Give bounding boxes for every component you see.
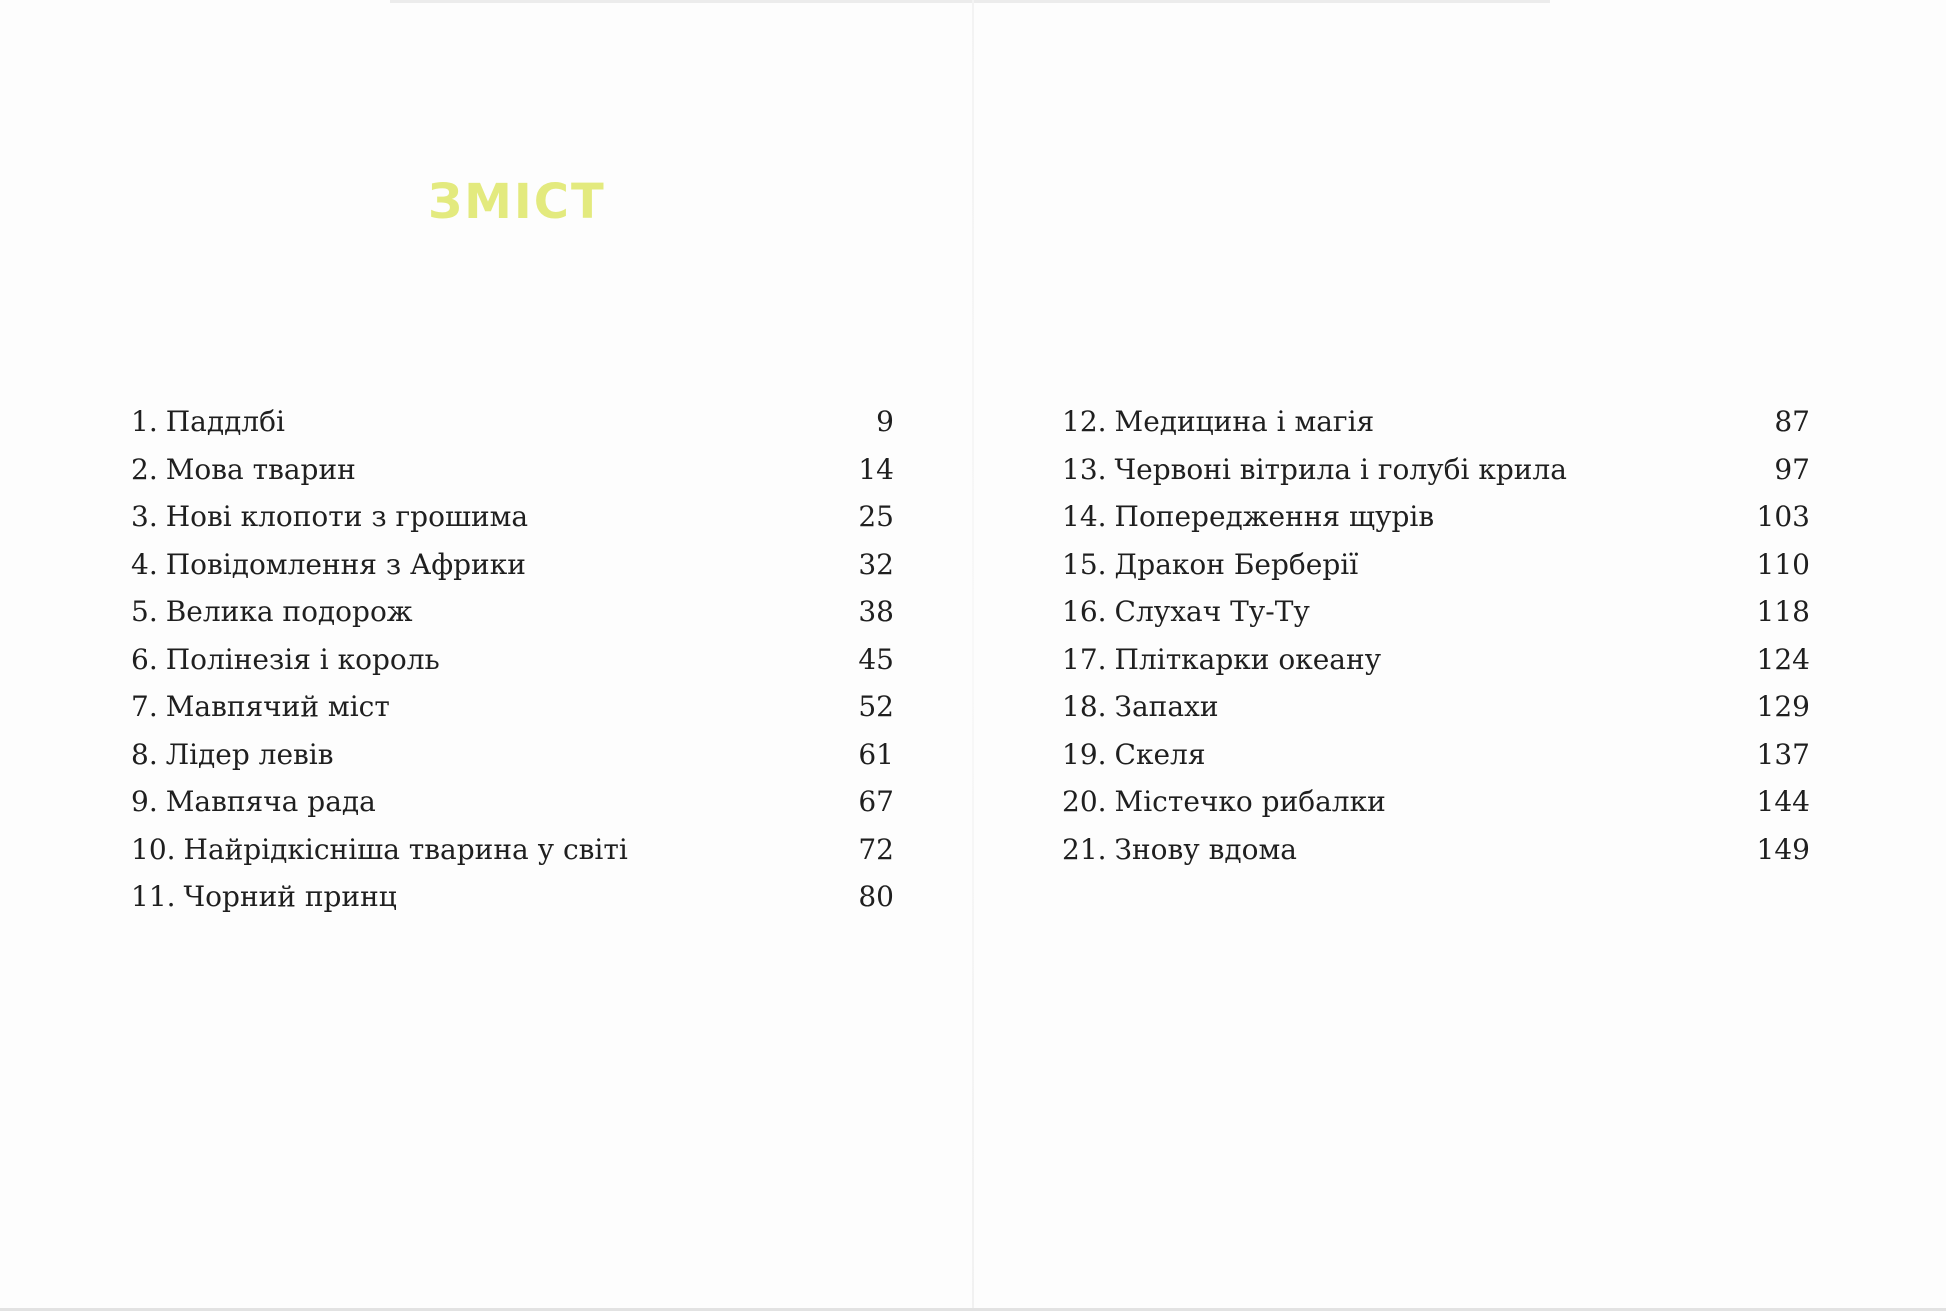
page-number: 129 — [1756, 690, 1810, 723]
toc-entry — [131, 636, 894, 684]
chapter-title: Велика подорож — [165, 595, 413, 628]
page-number: 67 — [858, 785, 894, 818]
toc-entry-label — [131, 636, 440, 684]
toc-entry — [1062, 493, 1810, 541]
page-number: 45 — [858, 642, 894, 676]
toc-entry-label — [1062, 446, 1567, 494]
toc-entry-label — [1062, 493, 1434, 541]
toc-entry-label — [1062, 588, 1310, 636]
chapter-number: 20. — [1062, 785, 1107, 818]
page-number: 87 — [1774, 405, 1810, 438]
chapter-number: 21. — [1062, 832, 1107, 866]
toc-entry — [131, 541, 894, 589]
chapter-title: Чорний принц — [183, 880, 397, 913]
toc-entry-label — [131, 873, 397, 921]
chapter-title: Нові клопоти з грошима — [165, 500, 529, 533]
page-number: 80 — [858, 880, 894, 913]
chapter-title: Слухач Ту-Ту — [1114, 595, 1310, 628]
toc-entry-label — [1062, 731, 1205, 779]
page-title: ЗМІСТ — [428, 174, 606, 230]
chapter-title: Медицина і магія — [1114, 405, 1375, 438]
chapter-title: Червоні вітрила і голубі крила — [1114, 452, 1567, 486]
toc-entry — [1062, 683, 1810, 731]
page-number: 110 — [1756, 547, 1810, 581]
page-number: 118 — [1756, 595, 1810, 628]
toc-left-column — [131, 398, 894, 921]
toc-entry — [131, 398, 894, 446]
toc-entry — [1062, 636, 1810, 684]
chapter-title: Дракон Берберії — [1114, 547, 1359, 581]
page-number: 32 — [858, 547, 894, 581]
toc-entry-label — [131, 588, 413, 636]
toc-entry — [131, 826, 894, 874]
toc-entry — [1062, 731, 1810, 779]
page-number: 72 — [858, 832, 894, 866]
toc-entry — [131, 493, 894, 541]
toc-entry-label — [131, 826, 628, 874]
chapter-number: 18. — [1062, 690, 1107, 723]
page-number: 61 — [858, 737, 894, 771]
toc-entry-label — [131, 683, 390, 731]
toc-entry-label — [1062, 541, 1358, 589]
chapter-number: 17. — [1062, 642, 1107, 676]
toc-entry-label — [131, 446, 356, 494]
page-number: 124 — [1756, 642, 1810, 676]
chapter-number: 5. — [131, 595, 158, 628]
chapter-number: 6. — [131, 642, 158, 676]
toc-right-column — [1062, 398, 1810, 873]
chapter-title: Мавпячий міст — [165, 690, 390, 723]
chapter-number: 2. — [131, 452, 158, 486]
chapter-title: Попередження щурів — [1114, 500, 1435, 533]
toc-entry — [1062, 541, 1810, 589]
chapter-title: Пліткарки океану — [1114, 642, 1382, 676]
chapter-number: 3. — [131, 500, 158, 533]
page-number: 14 — [858, 452, 894, 486]
toc-entry — [131, 446, 894, 494]
toc-entry-label — [1062, 683, 1218, 731]
toc-entry-label — [131, 541, 526, 589]
toc-entry-label — [1062, 636, 1381, 684]
page-number: 97 — [1774, 452, 1810, 486]
page-number: 137 — [1756, 737, 1810, 771]
chapter-number: 1. — [131, 405, 158, 438]
page-top-edge — [390, 0, 1550, 3]
toc-entry — [131, 778, 894, 826]
chapter-number: 4. — [131, 547, 158, 581]
chapter-number: 19. — [1062, 737, 1107, 771]
chapter-title: Лідер левів — [165, 737, 334, 771]
toc-entry — [1062, 778, 1810, 826]
toc-entry — [131, 731, 894, 779]
toc-entry-label — [131, 493, 528, 541]
chapter-number: 11. — [131, 880, 176, 913]
chapter-number: 7. — [131, 690, 158, 723]
toc-entry-label — [131, 731, 334, 779]
chapter-number: 14. — [1062, 500, 1107, 533]
toc-entry — [131, 588, 894, 636]
chapter-title: Повідомлення з Африки — [165, 547, 526, 581]
toc-entry-label — [131, 778, 376, 826]
page-number: 38 — [858, 595, 894, 628]
chapter-title: Запахи — [1114, 690, 1219, 723]
toc-entry — [1062, 446, 1810, 494]
page-number: 25 — [858, 500, 894, 533]
chapter-title: Знову вдома — [1114, 832, 1297, 866]
toc-entry — [1062, 398, 1810, 446]
chapter-title: Найрідкісніша тварина у світі — [183, 832, 628, 866]
page-number: 149 — [1756, 832, 1810, 866]
chapter-title: Містечко рибалки — [1114, 785, 1386, 818]
toc-entry-label — [131, 398, 285, 446]
chapter-number: 13. — [1062, 452, 1107, 486]
chapter-title: Мавпяча рада — [165, 785, 376, 818]
toc-entry — [131, 683, 894, 731]
toc-entry-label — [1062, 398, 1374, 446]
page-number: 103 — [1756, 500, 1810, 533]
toc-entry-label — [1062, 778, 1386, 826]
toc-entry-label — [1062, 826, 1297, 874]
chapter-number: 8. — [131, 737, 158, 771]
page-number: 52 — [858, 690, 894, 723]
chapter-number: 16. — [1062, 595, 1107, 628]
chapter-title: Полінезія і король — [165, 642, 440, 676]
chapter-number: 15. — [1062, 547, 1107, 581]
chapter-title: Скеля — [1114, 737, 1206, 771]
chapter-number: 12. — [1062, 405, 1107, 438]
chapter-title: Мова тварин — [165, 452, 356, 486]
book-gutter — [972, 0, 974, 1311]
toc-entry — [1062, 588, 1810, 636]
chapter-title: Паддлбі — [165, 405, 285, 438]
toc-entry — [1062, 826, 1810, 874]
chapter-number: 9. — [131, 785, 158, 818]
page-number: 144 — [1756, 785, 1810, 818]
page-number: 9 — [876, 405, 894, 438]
chapter-number: 10. — [131, 832, 176, 866]
toc-entry — [131, 873, 894, 921]
